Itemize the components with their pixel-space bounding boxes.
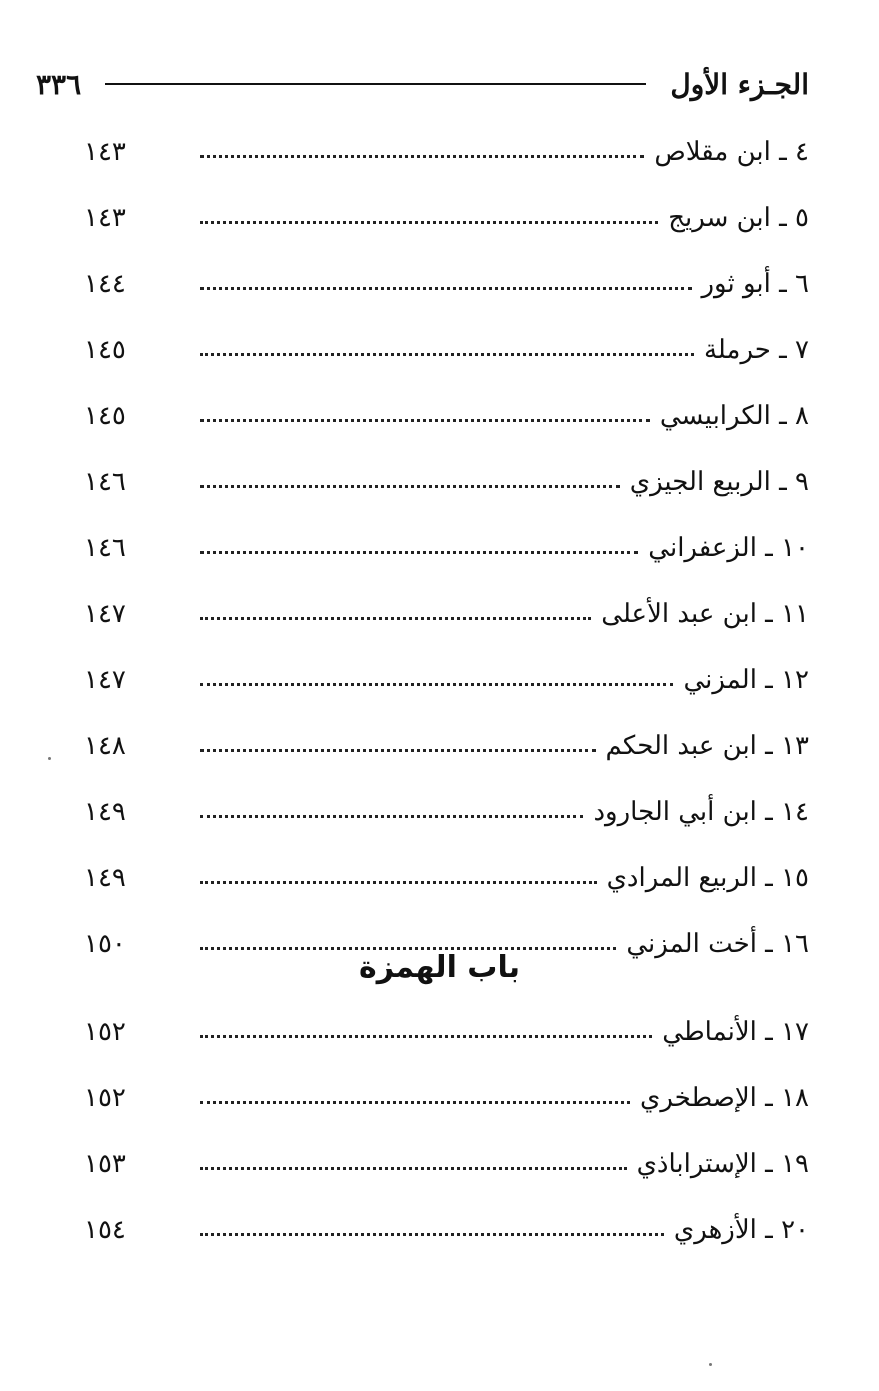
entry-title: ١٤ ـ ابن أبي الجارود	[593, 797, 809, 827]
entry-title: ١٧ ـ الأنماطي	[662, 1017, 809, 1047]
dot-leader	[200, 155, 644, 158]
entry-page-number: ١٤٦	[84, 467, 126, 497]
entry-page-number: ١٥٠	[84, 929, 126, 959]
entry-title: ١٣ ـ ابن عبد الحكم	[605, 731, 809, 761]
entry-title: ٩ ـ الربيع الجيزي	[629, 467, 809, 497]
entry-page-number: ١٤٣	[84, 137, 126, 167]
entry-page-number: ١٤٩	[84, 863, 126, 893]
toc-entry	[84, 581, 809, 647]
dot-leader	[200, 881, 597, 884]
entry-page-number: ١٥٢	[84, 1017, 126, 1047]
toc-entry	[84, 647, 809, 713]
entry-title: ١٦ ـ أخت المزني	[626, 929, 809, 959]
toc-list-group-2	[84, 999, 809, 1263]
entry-page-number: ١٤٧	[84, 665, 126, 695]
entry-page-number: ١٤٨	[84, 731, 126, 761]
dot-leader	[200, 1101, 630, 1104]
toc-entry	[84, 515, 809, 581]
entry-title: ٨ ـ الكرابيسي	[659, 401, 809, 431]
toc-entry	[84, 1131, 809, 1197]
toc-entry	[84, 1197, 809, 1263]
toc-entry	[84, 317, 809, 383]
toc-entry	[84, 845, 809, 911]
section-heading: باب الهمزة	[359, 950, 520, 985]
toc-entry	[84, 251, 809, 317]
entry-page-number: ١٤٥	[84, 401, 126, 431]
entry-page-number: ١٤٤	[84, 269, 126, 299]
page-number: ٣٣٦	[36, 67, 82, 101]
toc-entry	[84, 383, 809, 449]
print-speck	[48, 757, 51, 760]
toc-entry	[84, 713, 809, 779]
dot-leader	[200, 287, 692, 290]
running-header	[36, 62, 809, 106]
entry-title: ١٨ ـ الإصطخري	[639, 1083, 809, 1113]
toc-entry	[84, 999, 809, 1065]
dot-leader	[200, 683, 673, 686]
entry-title: ٥ ـ ابن سريج	[668, 203, 809, 233]
dot-leader	[200, 749, 596, 752]
dot-leader	[200, 1233, 664, 1236]
dot-leader	[200, 551, 638, 554]
entry-title: ١٢ ـ المزني	[683, 665, 809, 695]
toc-entry	[84, 1065, 809, 1131]
entry-title: ٦ ـ أبو ثور	[701, 269, 809, 299]
entry-title: ٢٠ ـ الأزهري	[673, 1215, 809, 1245]
volume-label: الجـزء الأول	[670, 67, 809, 101]
toc-entry	[84, 779, 809, 845]
toc-entry	[84, 185, 809, 251]
dot-leader	[200, 419, 650, 422]
print-speck	[709, 1363, 712, 1366]
entry-page-number: ١٤٣	[84, 203, 126, 233]
dot-leader	[200, 1035, 652, 1038]
entry-title: ٧ ـ حرملة	[703, 335, 809, 365]
entry-title: ١٩ ـ الإستراباذي	[636, 1149, 809, 1179]
entry-title: ١٠ ـ الزعفراني	[648, 533, 809, 563]
toc-list-group-1	[84, 119, 809, 977]
entry-title: ١١ ـ ابن عبد الأعلى	[601, 599, 809, 629]
dot-leader	[200, 353, 694, 356]
entry-page-number: ١٥٢	[84, 1083, 126, 1113]
entry-page-number: ١٤٧	[84, 599, 126, 629]
entry-title: ٤ ـ ابن مقلاص	[654, 137, 809, 167]
dot-leader	[200, 815, 583, 818]
entry-page-number: ١٤٩	[84, 797, 126, 827]
entry-page-number: ١٥٤	[84, 1215, 126, 1245]
dot-leader	[200, 617, 591, 620]
entry-title: ١٥ ـ الربيع المرادي	[606, 863, 809, 893]
dot-leader	[200, 221, 658, 224]
entry-page-number: ١٤٥	[84, 335, 126, 365]
header-rule	[105, 83, 646, 85]
dot-leader	[200, 1167, 627, 1170]
entry-page-number: ١٤٦	[84, 533, 126, 563]
entry-page-number: ١٥٣	[84, 1149, 126, 1179]
toc-entry	[84, 449, 809, 515]
dot-leader	[200, 485, 620, 488]
toc-entry	[84, 119, 809, 185]
